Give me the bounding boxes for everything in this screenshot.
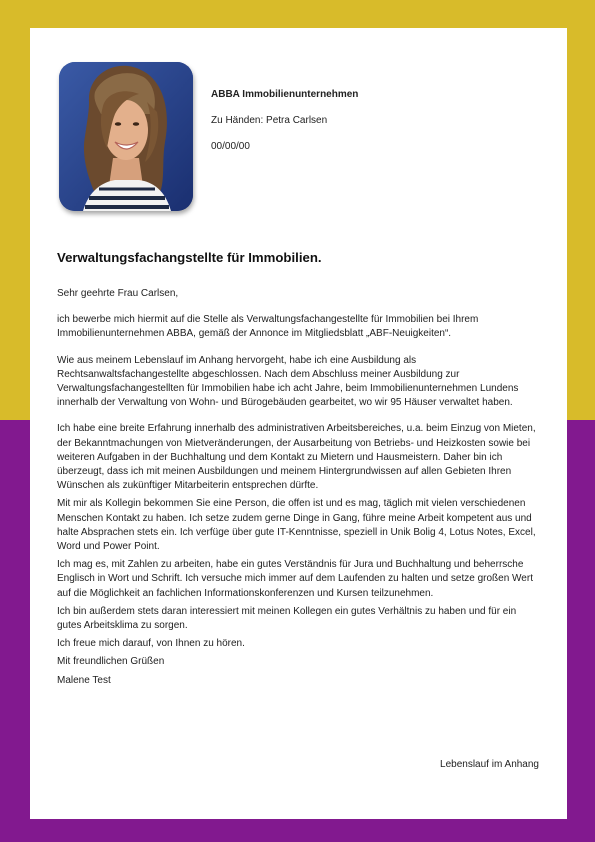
letter-title: Verwaltungsfachangstellte für Immobilien. xyxy=(57,250,322,265)
paragraph-personality: Mit mir als Kollegin bekommen Sie eine Person, die offen ist und es mag, täglich mit vielen verschiedenen Menschen Kontakt zu haben. Ich setze zudem gerne Dinge in Gang, führe meine Arbeit kompetent aus und halte Absprachen stets ein. Ich verfüge über gute IT-Kenntnisse, speziell in Unik Bolig 4, Lotus Notes, Excel, Word und Power Point. xyxy=(57,498,536,553)
letter-page xyxy=(30,28,567,819)
recipient-block xyxy=(211,88,358,166)
attachment-note: Lebenslauf im Anhang xyxy=(440,759,539,770)
signature-name: Malene Test xyxy=(57,674,111,686)
paragraph-education: Wie aus meinem Lebenslauf im Anhang hervorgeht, habe ich eine Ausbildung als Rechtsanwaltsfachangestellte abgeschlossen. Nach dem Abschluss meiner Ausbildung zur Verwaltungsfachangestellten für Immobilien habe ich acht Jahre, beim Immobilienunternehmen Lundens innerhalb der Verwaltung von Wohn- und Bürogebäuden gearbeitet, wo wir 95 Häuser verwaltet haben. xyxy=(57,354,519,409)
paragraph-outlook: Ich freue mich darauf, von Ihnen zu hören. xyxy=(57,638,245,650)
salutation: Sehr geehrte Frau Carlsen, xyxy=(57,288,179,299)
paragraph-skills: Ich mag es, mit Zahlen zu arbeiten, habe ein gutes Verständnis für Jura und Buchhaltung und beherrsche Englisch in Wort und Schrift. Ich versuche mich immer auf dem Laufenden zu halten und setze großen Wert auf die Möglichkeit an fachlichen Informationskonferenzen und Kursen teilzunehmen. xyxy=(57,559,533,599)
recipient-attention: Zu Händen: Petra Carlsen xyxy=(211,115,328,126)
applicant-photo xyxy=(59,62,193,211)
paragraph-teamwork: Ich bin außerdem stets daran interessiert mit meinen Kollegen ein gutes Verhältnis zu haben und für ein gutes Arbeitsklima zu sorgen. xyxy=(57,605,517,632)
closing: Mit freundlichen Grüßen xyxy=(57,656,165,668)
letter-body xyxy=(57,287,542,692)
paragraph-intro: ich bewerbe mich hiermit auf die Stelle als Verwaltungsfachangestellte für Immobilien bei Ihrem Immobilienunternehmen ABBA, gemäß der Annonce im Mitgliedsblatt „ABF-Neuigkeiten“. xyxy=(57,314,479,340)
letter-date: 00/00/00 xyxy=(211,141,250,152)
recipient-company: ABBA Immobilienunternehmen xyxy=(211,89,359,100)
paragraph-experience: Ich habe eine breite Erfahrung innerhalb des administrativen Arbeitsbereiches, u.a. beim Einzug von Mieten, der Bekanntmachungen von Mietveränderungen, der Ausarbeitung von Betriebs- und Heizkosten sowie bei weiteren Aufgaben in der Buchhaltung und dem Kontakt zu Mietern und Hausmeistern. Daher bin ich überzeugt, dass ich mit meinen Ausbildungen und meinem Hintergrundwissen auf allen Gebieten Ihren Wünschen als zukünftiger Mitarbeiterin entsprechen dürfte. xyxy=(57,423,536,492)
